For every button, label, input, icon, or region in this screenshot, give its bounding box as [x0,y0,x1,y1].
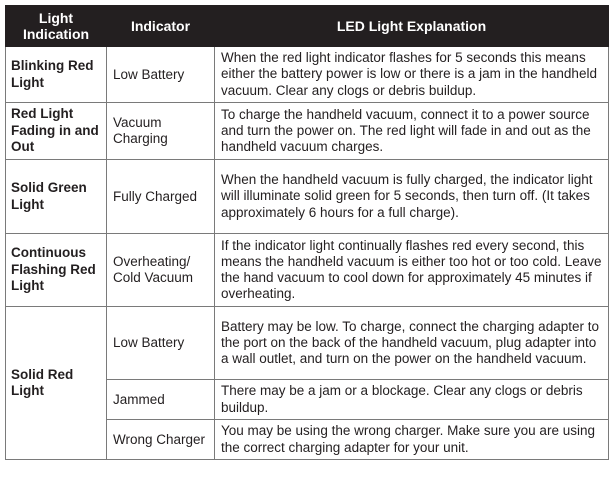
explanation-cell: Battery may be low. To charge, connect the charging adapter to the port on the back of the handheld vacuum, plug adapter into a wall outlet, and turn on the power on the handheld vacuum. [215,307,609,380]
indicator-cell: Wrong Charger [107,420,215,460]
light-indication-cell: Red Light Fading in and Out [6,103,107,160]
explanation-cell: If the indicator light continually flashes red every second, this means the handheld vacuum is either too hot or too cold. Leave the hand vacuum to cool down for approximately 45 minutes if overheating. [215,234,609,307]
explanation-cell: There may be a jam or a blockage. Clear any clogs or debris buildup. [215,380,609,420]
explanation-cell: To charge the handheld vacuum, connect it to a power source and turn the power on. The red light will fade in and out as the handheld vacuum charges. [215,103,609,160]
light-indication-cell: Solid Red Light [6,307,107,460]
header-light-indication: Light Indication [6,6,107,47]
indicator-cell: Vacuum Charging [107,103,215,160]
light-indication-cell: Blinking Red Light [6,47,107,103]
table-row [6,234,609,307]
indicator-cell: Low Battery [107,307,215,380]
table-row [6,103,609,160]
light-indication-cell: Solid Green Light [6,160,107,234]
table-row [6,307,609,380]
header-indicator: Indicator [107,6,215,47]
header-led-light-explanation: LED Light Explanation [215,6,609,47]
explanation-cell: When the red light indicator flashes for 5 seconds this means either the battery power is low or there is a jam in the handheld vacuum. Clear any clogs or debris buildup. [215,47,609,103]
table-row [6,47,609,103]
explanation-cell: When the handheld vacuum is fully charged, the indicator light will illuminate solid green for 5 seconds, then turn off. (It takes approximately 6 hours for a full charge). [215,160,609,234]
indicator-cell: Fully Charged [107,160,215,234]
indicator-cell: Overheating/ Cold Vacuum [107,234,215,307]
table-header-row [6,6,609,47]
table-row [6,160,609,234]
led-light-table [5,5,609,460]
explanation-cell: You may be using the wrong charger. Make sure you are using the correct charging adapter for your unit. [215,420,609,460]
light-indication-cell: Continuous Flashing Red Light [6,234,107,307]
indicator-cell: Low Battery [107,47,215,103]
indicator-cell: Jammed [107,380,215,420]
